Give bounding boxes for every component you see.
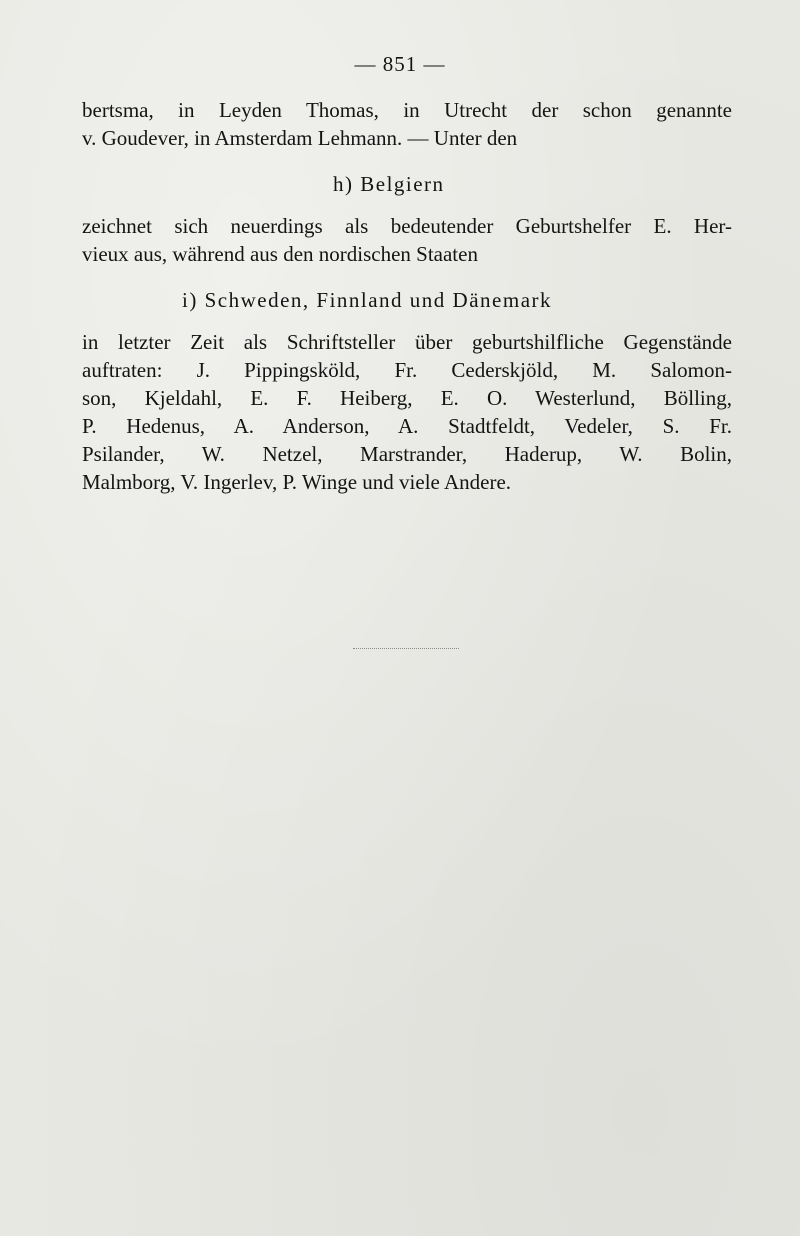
text-line: son, Kjeldahl, E. F. Heiberg, E. O. Westerlund, Bölling, <box>82 386 732 410</box>
text-line: vieux aus, während aus den nordischen Staaten <box>82 242 478 266</box>
text-line: in letzter Zeit als Schriftsteller über geburtshilfliche Gegenstände <box>82 330 732 354</box>
section-heading-schweden: i) Schweden, Finnland und Dänemark <box>182 288 553 312</box>
section-heading-belgiern: h) Belgiern <box>333 172 445 196</box>
page-number: — 851 — <box>354 52 446 76</box>
text-line: bertsma, in Leyden Thomas, in Utrecht der schon genannte <box>82 98 732 122</box>
text-line: P. Hedenus, A. Anderson, A. Stadtfeldt, Vedeler, S. Fr. <box>82 414 732 438</box>
text-line: Psilander, W. Netzel, Marstrander, Haderup, W. Bolin, <box>82 442 732 466</box>
text-line: Malmborg, V. Ingerlev, P. Winge und viele Andere. <box>82 470 512 494</box>
section-divider <box>353 648 459 651</box>
text-line: zeichnet sich neuerdings als bedeutender Geburtshelfer E. Her- <box>82 214 732 238</box>
text-line: auftraten: J. Pippingsköld, Fr. Cederskjöld, M. Salomon- <box>82 358 732 382</box>
text-line: v. Goudever, in Amsterdam Lehmann. — Unter den <box>82 126 518 150</box>
